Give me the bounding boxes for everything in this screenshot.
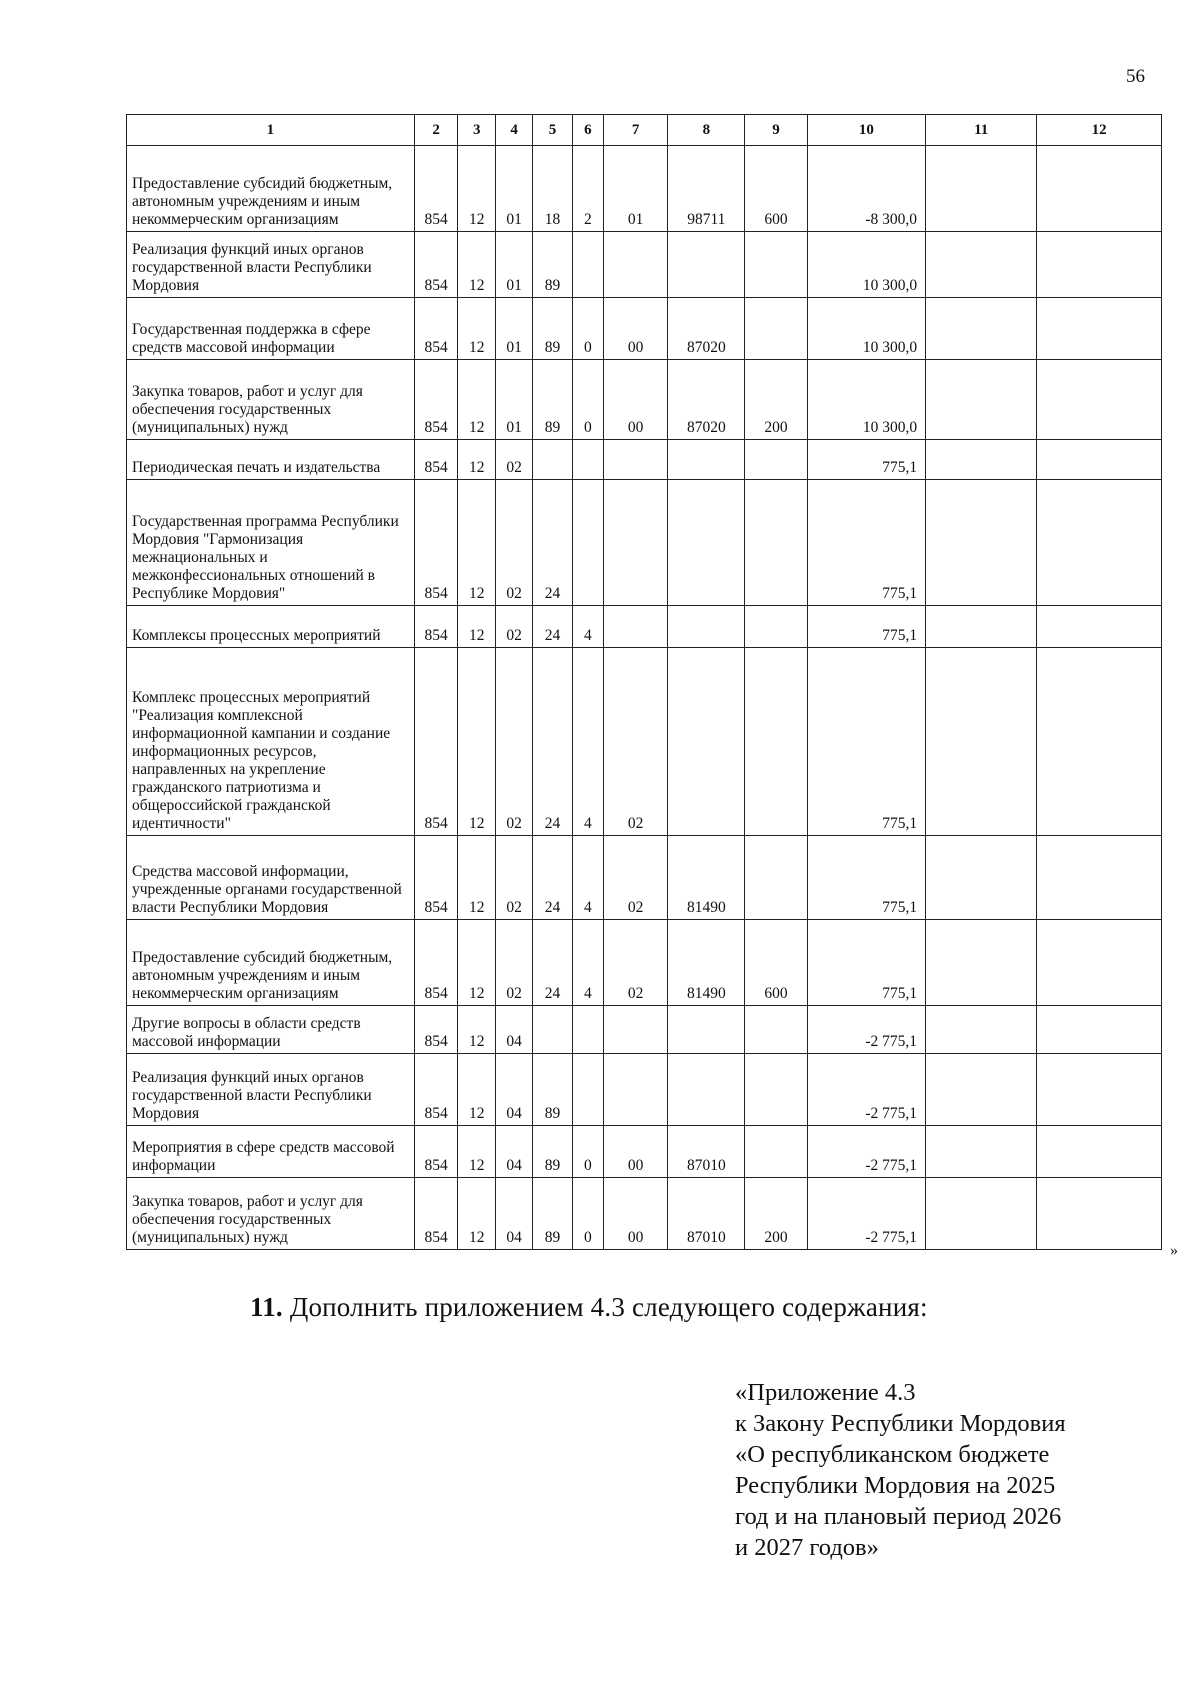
- code-cell: 89: [533, 1054, 572, 1126]
- empty-cell: [1037, 360, 1162, 440]
- code-cell: 87020: [668, 360, 745, 440]
- code-cell: 12: [458, 232, 495, 298]
- code-cell: [668, 232, 745, 298]
- code-cell: 87020: [668, 298, 745, 360]
- code-cell: [668, 480, 745, 606]
- code-cell: 04: [495, 1126, 532, 1178]
- code-cell: [745, 440, 807, 480]
- code-cell: 12: [458, 606, 495, 648]
- appendix-header-line: и 2027 годов»: [735, 1534, 879, 1561]
- row-name-cell: Предоставление субсидий бюджетным, автономным учреждениям и иным некоммерческим организациям: [127, 920, 415, 1006]
- code-cell: [603, 1006, 667, 1054]
- code-cell: [572, 1054, 603, 1126]
- code-cell: [572, 440, 603, 480]
- code-cell: [603, 480, 667, 606]
- column-header: 7: [603, 115, 667, 146]
- sum-cell: -8 300,0: [807, 146, 925, 232]
- row-name-cell: Средства массовой информации, учрежденные органами государственной власти Республики Мордовия: [127, 836, 415, 920]
- code-cell: 02: [495, 920, 532, 1006]
- table-row: [127, 1178, 1162, 1250]
- code-cell: 12: [458, 1006, 495, 1054]
- code-cell: [745, 648, 807, 836]
- code-cell: 854: [414, 480, 458, 606]
- code-cell: 854: [414, 232, 458, 298]
- code-cell: 12: [458, 1126, 495, 1178]
- code-cell: 854: [414, 648, 458, 836]
- column-header: 9: [745, 115, 807, 146]
- empty-cell: [1037, 1054, 1162, 1126]
- appendix-header-line: «О республиканском бюджете: [735, 1441, 1050, 1468]
- empty-cell: [926, 146, 1037, 232]
- appendix-header-line: к Закону Республики Мордовия: [735, 1410, 1066, 1437]
- code-cell: [668, 1006, 745, 1054]
- code-cell: 04: [495, 1178, 532, 1250]
- code-cell: 87010: [668, 1126, 745, 1178]
- table-row: [127, 836, 1162, 920]
- code-cell: 854: [414, 440, 458, 480]
- appendix-header-line: Республики Мордовия на 2025: [735, 1472, 1056, 1499]
- code-cell: 12: [458, 440, 495, 480]
- sum-cell: 775,1: [807, 648, 925, 836]
- sum-cell: 10 300,0: [807, 360, 925, 440]
- row-name-cell: Другие вопросы в области средств массовой информации: [127, 1006, 415, 1054]
- code-cell: 02: [495, 648, 532, 836]
- code-cell: [745, 298, 807, 360]
- empty-cell: [926, 648, 1037, 836]
- code-cell: [745, 480, 807, 606]
- code-cell: 854: [414, 146, 458, 232]
- empty-cell: [1037, 440, 1162, 480]
- code-cell: 0: [572, 360, 603, 440]
- code-cell: [572, 480, 603, 606]
- code-cell: [603, 232, 667, 298]
- code-cell: 89: [533, 232, 572, 298]
- code-cell: 02: [495, 606, 532, 648]
- code-cell: 24: [533, 648, 572, 836]
- code-cell: [668, 648, 745, 836]
- column-header: 1: [127, 115, 415, 146]
- code-cell: 600: [745, 146, 807, 232]
- row-name-cell: Предоставление субсидий бюджетным, автономным учреждениям и иным некоммерческим организациям: [127, 146, 415, 232]
- table-row: [127, 648, 1162, 836]
- code-cell: 87010: [668, 1178, 745, 1250]
- empty-cell: [926, 1126, 1037, 1178]
- code-cell: 12: [458, 1054, 495, 1126]
- empty-cell: [926, 440, 1037, 480]
- empty-cell: [1037, 1126, 1162, 1178]
- code-cell: [668, 440, 745, 480]
- code-cell: 02: [495, 480, 532, 606]
- code-cell: 854: [414, 360, 458, 440]
- closing-quote-mark: »: [1170, 1242, 1178, 1259]
- sum-cell: 775,1: [807, 606, 925, 648]
- code-cell: 81490: [668, 920, 745, 1006]
- appendix-header-line: год и на плановый период 2026: [735, 1503, 1062, 1530]
- sum-cell: 775,1: [807, 480, 925, 606]
- instruction-text: Дополнить приложением 4.3 следующего содержания:: [289, 1292, 928, 1322]
- code-cell: 00: [603, 1126, 667, 1178]
- sum-cell: 10 300,0: [807, 232, 925, 298]
- table-row: [127, 298, 1162, 360]
- code-cell: 12: [458, 648, 495, 836]
- code-cell: 854: [414, 1178, 458, 1250]
- column-header: 3: [458, 115, 495, 146]
- table-row: [127, 920, 1162, 1006]
- code-cell: 89: [533, 1126, 572, 1178]
- empty-cell: [926, 1006, 1037, 1054]
- code-cell: 12: [458, 146, 495, 232]
- empty-cell: [926, 298, 1037, 360]
- column-header: 11: [926, 115, 1037, 146]
- code-cell: 24: [533, 606, 572, 648]
- code-cell: 01: [495, 360, 532, 440]
- table-row: [127, 146, 1162, 232]
- instruction-paragraph: [250, 1292, 928, 1323]
- row-name-cell: Реализация функций иных органов государственной власти Республики Мордовия: [127, 232, 415, 298]
- code-cell: 854: [414, 606, 458, 648]
- code-cell: 89: [533, 1178, 572, 1250]
- row-name-cell: Закупка товаров, работ и услуг для обеспечения государственных (муниципальных) нужд: [127, 1178, 415, 1250]
- code-cell: 0: [572, 1178, 603, 1250]
- empty-cell: [1037, 648, 1162, 836]
- sum-cell: 775,1: [807, 836, 925, 920]
- code-cell: 0: [572, 298, 603, 360]
- code-cell: [745, 606, 807, 648]
- empty-cell: [926, 1054, 1037, 1126]
- column-header: 2: [414, 115, 458, 146]
- appendix-header-line: «Приложение 4.3: [735, 1379, 916, 1406]
- empty-cell: [1037, 606, 1162, 648]
- code-cell: 02: [603, 920, 667, 1006]
- column-header: 6: [572, 115, 603, 146]
- code-cell: 854: [414, 1006, 458, 1054]
- code-cell: 854: [414, 1054, 458, 1126]
- budget-table: [126, 114, 1162, 1250]
- empty-cell: [1037, 1178, 1162, 1250]
- code-cell: 4: [572, 648, 603, 836]
- code-cell: [668, 1054, 745, 1126]
- sum-cell: -2 775,1: [807, 1178, 925, 1250]
- code-cell: 854: [414, 920, 458, 1006]
- empty-cell: [1037, 298, 1162, 360]
- sum-cell: 775,1: [807, 440, 925, 480]
- sum-cell: -2 775,1: [807, 1006, 925, 1054]
- code-cell: 00: [603, 360, 667, 440]
- code-cell: 854: [414, 1126, 458, 1178]
- code-cell: 02: [495, 836, 532, 920]
- empty-cell: [926, 480, 1037, 606]
- code-cell: 4: [572, 920, 603, 1006]
- instruction-number: 11.: [250, 1292, 283, 1322]
- code-cell: 4: [572, 606, 603, 648]
- table-row: [127, 1054, 1162, 1126]
- sum-cell: 10 300,0: [807, 298, 925, 360]
- code-cell: 24: [533, 480, 572, 606]
- code-cell: [603, 1054, 667, 1126]
- code-cell: 24: [533, 836, 572, 920]
- table-row: [127, 232, 1162, 298]
- table-row: [127, 1006, 1162, 1054]
- code-cell: 02: [495, 440, 532, 480]
- table-row: [127, 480, 1162, 606]
- empty-cell: [1037, 480, 1162, 606]
- code-cell: 02: [603, 648, 667, 836]
- table-row: [127, 360, 1162, 440]
- code-cell: 12: [458, 298, 495, 360]
- code-cell: [603, 440, 667, 480]
- sum-cell: 775,1: [807, 920, 925, 1006]
- code-cell: 00: [603, 298, 667, 360]
- code-cell: 02: [603, 836, 667, 920]
- row-name-cell: Периодическая печать и издательства: [127, 440, 415, 480]
- code-cell: 854: [414, 836, 458, 920]
- code-cell: [572, 1006, 603, 1054]
- row-name-cell: Закупка товаров, работ и услуг для обеспечения государственных (муниципальных) нужд: [127, 360, 415, 440]
- code-cell: 12: [458, 480, 495, 606]
- column-header: 4: [495, 115, 532, 146]
- code-cell: [533, 440, 572, 480]
- code-cell: 89: [533, 298, 572, 360]
- code-cell: 4: [572, 836, 603, 920]
- code-cell: [745, 1054, 807, 1126]
- empty-cell: [926, 232, 1037, 298]
- code-cell: 12: [458, 1178, 495, 1250]
- column-header: 12: [1037, 115, 1162, 146]
- column-header: 8: [668, 115, 745, 146]
- code-cell: 89: [533, 360, 572, 440]
- code-cell: [603, 606, 667, 648]
- code-cell: 12: [458, 920, 495, 1006]
- code-cell: 04: [495, 1054, 532, 1126]
- row-name-cell: Реализация функций иных органов государственной власти Республики Мордовия: [127, 1054, 415, 1126]
- table-row: [127, 606, 1162, 648]
- code-cell: 04: [495, 1006, 532, 1054]
- code-cell: 01: [603, 146, 667, 232]
- row-name-cell: Государственная поддержка в сфере средств массовой информации: [127, 298, 415, 360]
- empty-cell: [1037, 920, 1162, 1006]
- code-cell: [745, 1006, 807, 1054]
- code-cell: 01: [495, 232, 532, 298]
- code-cell: [668, 606, 745, 648]
- empty-cell: [1037, 232, 1162, 298]
- code-cell: [745, 1126, 807, 1178]
- column-header: 10: [807, 115, 925, 146]
- empty-cell: [926, 1178, 1037, 1250]
- code-cell: 24: [533, 920, 572, 1006]
- code-cell: 12: [458, 360, 495, 440]
- table-header-row: [127, 115, 1162, 146]
- row-name-cell: Мероприятия в сфере средств массовой информации: [127, 1126, 415, 1178]
- sum-cell: -2 775,1: [807, 1126, 925, 1178]
- code-cell: 200: [745, 1178, 807, 1250]
- code-cell: 0: [572, 1126, 603, 1178]
- empty-cell: [1037, 1006, 1162, 1054]
- sum-cell: -2 775,1: [807, 1054, 925, 1126]
- empty-cell: [926, 836, 1037, 920]
- code-cell: 12: [458, 836, 495, 920]
- table-row: [127, 440, 1162, 480]
- code-cell: 01: [495, 146, 532, 232]
- code-cell: 01: [495, 298, 532, 360]
- code-cell: [745, 232, 807, 298]
- code-cell: [745, 836, 807, 920]
- code-cell: 854: [414, 298, 458, 360]
- code-cell: 98711: [668, 146, 745, 232]
- empty-cell: [926, 606, 1037, 648]
- row-name-cell: Государственная программа Республики Мордовия "Гармонизация межнациональных и межконфессиональных отношений в Республике Мордовия": [127, 480, 415, 606]
- code-cell: 18: [533, 146, 572, 232]
- code-cell: 200: [745, 360, 807, 440]
- empty-cell: [1037, 146, 1162, 232]
- appendix-header: [735, 1377, 1066, 1563]
- empty-cell: [926, 360, 1037, 440]
- code-cell: 00: [603, 1178, 667, 1250]
- page-number: 56: [1126, 66, 1145, 87]
- empty-cell: [926, 920, 1037, 1006]
- row-name-cell: Комплекс процессных мероприятий "Реализация комплексной информационной кампании и создание информационных ресурсов, направленных на укрепление гражданского патриотизма и общероссийской гражданской идентичности": [127, 648, 415, 836]
- code-cell: 2: [572, 146, 603, 232]
- table-row: [127, 1126, 1162, 1178]
- row-name-cell: Комплексы процессных мероприятий: [127, 606, 415, 648]
- empty-cell: [1037, 836, 1162, 920]
- code-cell: 81490: [668, 836, 745, 920]
- code-cell: [533, 1006, 572, 1054]
- code-cell: [572, 232, 603, 298]
- column-header: 5: [533, 115, 572, 146]
- code-cell: 600: [745, 920, 807, 1006]
